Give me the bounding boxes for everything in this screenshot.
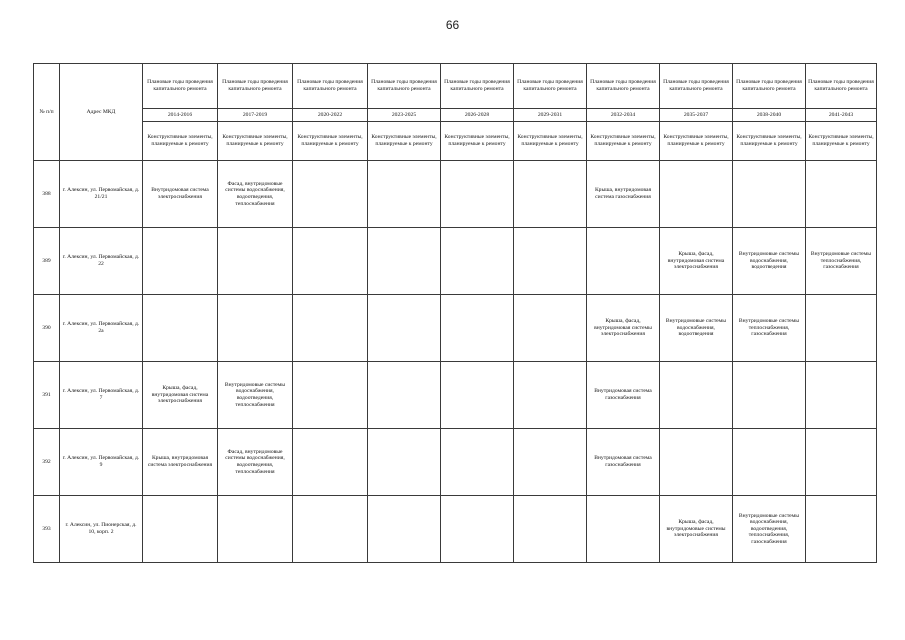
row-cell [293,429,368,496]
table-row [34,295,877,362]
row-cell [368,429,441,496]
header-elements: Конструктивные элементы, планируемые к ремонту [368,122,441,161]
header-years: 2017-2019 [218,109,293,122]
row-cell: Внутридомовая система газоснабжения [587,429,660,496]
row-cell [218,228,293,295]
row-cell [441,362,514,429]
header-elements: Конструктивные элементы, планируемые к ремонту [441,122,514,161]
row-cell: Фасад, внутридомовые системы водоснабжения, водоотведения, теплоснабжения [218,161,293,228]
row-cell [806,496,877,563]
row-cell [514,496,587,563]
row-cell: Крыша, фасад, внутридомовая система электроснабжения [143,362,218,429]
header-years: 2035-2037 [660,109,733,122]
row-address: г. Алексин, ул. Первомайская, д. 21/21 [60,161,143,228]
header-elements: Конструктивные элементы, планируемые к ремонту [514,122,587,161]
table-row [34,161,877,228]
header-period-title: Плановые годы проведения капитального ремонта [218,64,293,109]
row-cell [218,496,293,563]
header-elements: Конструктивные элементы, планируемые к ремонту [806,122,877,161]
row-cell: Крыша, внутридомовая система газоснабжения [587,161,660,228]
row-cell: Крыша, фасад, внутридомовая система электроснабжения [660,228,733,295]
header-period-title: Плановые годы проведения капитального ремонта [293,64,368,109]
row-cell: Внутридомовая система электроснабжения [143,161,218,228]
row-cell: Внутридомовые системы теплоснабжения, газоснабжения [733,295,806,362]
header-row-elements [34,122,877,161]
header-row-years [34,109,877,122]
header-period-title: Плановые годы проведения капитального ремонта [143,64,218,109]
header-years: 2029-2031 [514,109,587,122]
header-years: 2038-2040 [733,109,806,122]
repair-schedule-table [33,63,877,563]
row-cell [143,228,218,295]
header-num: № п/п [34,64,60,161]
row-cell [660,362,733,429]
row-cell [441,496,514,563]
row-cell [806,295,877,362]
row-cell: Внутридомовые системы водоснабжения, водоотведения [660,295,733,362]
row-cell [368,161,441,228]
row-cell [143,496,218,563]
header-period-title: Плановые годы проведения капитального ремонта [660,64,733,109]
header-address: Адрес МКД [60,64,143,161]
row-cell [218,295,293,362]
row-cell [441,429,514,496]
row-cell [514,362,587,429]
row-address: г. Алексин, ул. Пионерская, д. 10, корп. 2 [60,496,143,563]
row-cell [143,295,218,362]
header-years: 2014-2016 [143,109,218,122]
row-cell [368,496,441,563]
header-elements: Конструктивные элементы, планируемые к ремонту [733,122,806,161]
row-cell [806,362,877,429]
row-cell [514,295,587,362]
row-cell: Внутридомовые системы теплоснабжения, газоснабжения [806,228,877,295]
row-cell [733,362,806,429]
header-elements: Конструктивные элементы, планируемые к ремонту [143,122,218,161]
row-cell [441,161,514,228]
row-address: г. Алексин, ул. Первомайская, д. 9 [60,429,143,496]
header-elements: Конструктивные элементы, планируемые к ремонту [218,122,293,161]
header-period-title: Плановые годы проведения капитального ремонта [514,64,587,109]
row-address: г. Алексин, ул. Первомайская, д. 2а [60,295,143,362]
table-row [34,362,877,429]
table-row [34,429,877,496]
row-cell [514,228,587,295]
header-row-period-titles [34,64,877,109]
header-years: 2026-2028 [441,109,514,122]
row-cell: Фасад, внутридомовые системы водоснабжения, водоотведения, теплоснабжения [218,429,293,496]
row-cell: Крыша, внутридомовая система электроснабжения [143,429,218,496]
row-cell [293,362,368,429]
row-cell [514,429,587,496]
header-elements: Конструктивные элементы, планируемые к ремонту [587,122,660,161]
header-years: 2020-2022 [293,109,368,122]
row-number: 389 [34,228,60,295]
row-cell [660,161,733,228]
row-cell: Крыша, фасад, внутридомовая системы электроснабжения [587,295,660,362]
row-number: 390 [34,295,60,362]
row-cell: Крыша, фасад, внутридомовые системы электроснабжения [660,496,733,563]
row-cell [293,228,368,295]
header-years: 2041-2043 [806,109,877,122]
row-cell [368,295,441,362]
header-period-title: Плановые годы проведения капитального ремонта [368,64,441,109]
row-cell [441,295,514,362]
row-cell [368,362,441,429]
row-cell [293,496,368,563]
row-address: г. Алексин, ул. Первомайская, д. 7 [60,362,143,429]
header-elements: Конструктивные элементы, планируемые к ремонту [293,122,368,161]
row-cell: Внутридомовые системы водоснабжения, водоотведения, теплоснабжения, газоснабжения [733,496,806,563]
row-cell [806,161,877,228]
row-number: 392 [34,429,60,496]
table-row [34,228,877,295]
row-cell [514,161,587,228]
row-cell: Внутридомовые системы водоснабжения, водоотведения, теплоснабжения [218,362,293,429]
page-number: 66 [445,18,460,32]
row-number: 393 [34,496,60,563]
row-cell [806,429,877,496]
row-address: г. Алексин, ул. Первомайская, д. 22 [60,228,143,295]
row-cell [368,228,441,295]
header-period-title: Плановые годы проведения капитального ремонта [587,64,660,109]
row-cell: Внутридомовая система газоснабжения [587,362,660,429]
header-period-title: Плановые годы проведения капитального ремонта [806,64,877,109]
row-number: 391 [34,362,60,429]
row-cell [441,228,514,295]
table-row [34,496,877,563]
row-cell [587,496,660,563]
row-cell [587,228,660,295]
row-cell [660,429,733,496]
row-cell: Внутридомовые системы водоснабжения, водоотведения [733,228,806,295]
row-cell [293,295,368,362]
header-years: 2023-2025 [368,109,441,122]
header-elements: Конструктивные элементы, планируемые к ремонту [660,122,733,161]
header-years: 2032-2034 [587,109,660,122]
row-cell [293,161,368,228]
header-period-title: Плановые годы проведения капитального ремонта [441,64,514,109]
row-number: 388 [34,161,60,228]
header-period-title: Плановые годы проведения капитального ремонта [733,64,806,109]
row-cell [733,429,806,496]
row-cell [733,161,806,228]
